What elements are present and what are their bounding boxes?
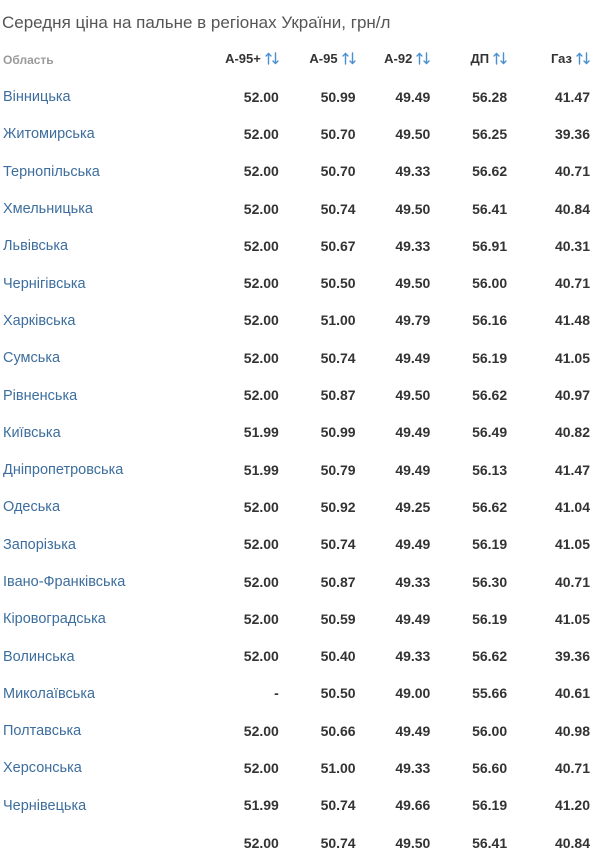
price-cell-diesel: 56.00	[472, 275, 508, 292]
table-row	[0, 526, 594, 563]
price-cell-a92: 49.49	[395, 722, 431, 739]
price-cell-a95: 50.59	[320, 610, 356, 627]
price-cell-a92: 49.79	[395, 312, 431, 329]
price-cell-a92: 49.49	[395, 88, 431, 105]
price-cell-diesel: 56.41	[472, 200, 508, 217]
price-cell-a92: 49.33	[395, 648, 431, 665]
region-cell	[0, 227, 202, 264]
column-header-a92[interactable]	[360, 41, 436, 78]
region-link[interactable]: Херсонська	[3, 760, 82, 777]
price-cell-diesel: 56.19	[472, 610, 508, 627]
price-cell-diesel: 56.62	[472, 648, 508, 665]
region-cell	[0, 675, 202, 712]
column-header-label: А-95+	[225, 51, 261, 66]
price-cell-gas: 41.47	[554, 88, 590, 105]
price-cell-a95plus: 52.00	[243, 759, 279, 776]
region-cell	[0, 787, 202, 824]
price-cell-a95: 50.99	[320, 424, 356, 441]
price-cell-gas: 40.82	[554, 424, 590, 441]
price-cell-gas: 41.05	[554, 610, 590, 627]
price-cell-a95plus: 52.00	[243, 200, 279, 217]
price-cell-a95: 50.92	[320, 498, 356, 515]
region-link[interactable]: Чернігівська	[3, 275, 86, 292]
price-cell-diesel: 56.19	[472, 797, 508, 814]
price-cell-a92: 49.33	[395, 573, 431, 590]
price-cell-a95plus: 51.99	[243, 797, 279, 814]
region-cell	[0, 376, 202, 413]
price-cell-gas: 41.20	[554, 797, 590, 814]
price-cell-a95plus: 52.00	[243, 312, 279, 329]
region-link[interactable]: Дніпропетровська	[3, 462, 124, 479]
price-cell-diesel: 56.16	[472, 312, 508, 329]
price-cell-a95: 50.74	[320, 349, 356, 366]
price-cell-a92: 49.49	[395, 536, 431, 553]
price-cell-gas: 41.05	[554, 536, 590, 553]
price-cell-a92: 49.33	[395, 759, 431, 776]
price-cell-a95: 51.00	[320, 312, 356, 329]
price-cell-a95: 50.87	[320, 573, 356, 590]
price-cell-a95plus: 52.00	[243, 349, 279, 366]
region-cell	[0, 414, 202, 451]
price-cell-a95: 50.99	[320, 88, 356, 105]
region-cell	[0, 824, 202, 861]
price-cell-diesel: 56.49	[472, 424, 508, 441]
price-cell-a95: 51.00	[320, 759, 356, 776]
price-cell-a95plus: 52.00	[243, 88, 279, 105]
region-link[interactable]: Запорізька	[3, 536, 76, 553]
price-cell-diesel: 56.13	[472, 461, 508, 478]
region-link[interactable]: Тернопільська	[3, 163, 100, 180]
region-link[interactable]: Одеська	[3, 499, 61, 516]
region-cell	[0, 264, 202, 301]
column-header-label: ДП	[470, 51, 490, 66]
region-link[interactable]: Рівненська	[3, 387, 78, 404]
price-cell-gas: 40.98	[554, 722, 590, 739]
price-cell-a95plus: 52.00	[243, 498, 279, 515]
price-cell-a95: 50.79	[320, 461, 356, 478]
column-header-label: А-92	[384, 51, 413, 66]
column-header-label: Газ	[550, 51, 572, 66]
table-row	[0, 78, 594, 115]
price-cell-diesel: 56.28	[472, 88, 508, 105]
price-cell-diesel: 56.62	[472, 498, 508, 515]
price-cell-a95plus: 52.00	[243, 834, 279, 851]
table-row	[0, 414, 594, 451]
table-row	[0, 600, 594, 637]
region-cell	[0, 153, 202, 190]
table-row	[0, 227, 594, 264]
price-cell-a92: 49.49	[395, 349, 431, 366]
price-cell-a95: 50.74	[320, 200, 356, 217]
price-cell-a95plus: 52.00	[243, 163, 279, 180]
price-cell-diesel: 56.19	[472, 536, 508, 553]
price-cell-gas: 40.71	[554, 759, 590, 776]
price-cell-a92: 49.33	[395, 237, 431, 254]
price-cell-a95plus: 52.00	[243, 722, 279, 739]
price-cell-gas: 40.71	[554, 275, 590, 292]
table-row	[0, 339, 594, 376]
region-link[interactable]: Львівська	[3, 238, 69, 255]
price-cell-gas: 39.36	[554, 648, 590, 665]
region-link[interactable]: Миколаївська	[3, 685, 96, 702]
table-row	[0, 302, 594, 339]
sort-arrows-icon[interactable]	[576, 52, 590, 68]
price-cell-a95: 50.67	[320, 237, 356, 254]
price-cell-a95plus: 52.00	[243, 573, 279, 590]
table-row	[0, 563, 594, 600]
region-cell	[0, 78, 202, 115]
region-link[interactable]: Чернівецька	[3, 797, 87, 814]
region-cell	[0, 563, 202, 600]
price-cell-diesel: 56.91	[472, 237, 508, 254]
price-cell-gas: 39.36	[554, 125, 590, 142]
table-row	[0, 488, 594, 525]
price-cell-a95: 50.50	[320, 685, 356, 702]
price-cell-a95: 50.66	[320, 722, 356, 739]
table-row	[0, 264, 594, 301]
sort-arrows-icon[interactable]	[265, 52, 279, 68]
price-cell-a92: 49.50	[395, 834, 431, 851]
region-cell	[0, 637, 202, 674]
price-cell-a92: 49.50	[395, 387, 431, 404]
fuel-price-table	[0, 41, 594, 861]
sort-arrows-icon[interactable]	[416, 52, 430, 68]
price-cell-a92: 49.49	[395, 461, 431, 478]
price-cell-a95: 50.74	[320, 834, 356, 851]
table-row	[0, 712, 594, 749]
price-cell-a95plus: 52.00	[243, 125, 279, 142]
region-cell	[0, 749, 202, 786]
price-cell-a95: 50.87	[320, 387, 356, 404]
region-link[interactable]: Київська	[3, 424, 61, 441]
column-header-diesel[interactable]	[435, 41, 512, 78]
region-cell	[0, 451, 202, 488]
table-average-row	[0, 824, 594, 861]
price-cell-gas: 41.05	[554, 349, 590, 366]
price-cell-a95: 50.74	[320, 797, 356, 814]
price-cell-a95plus: -	[274, 685, 279, 702]
region-link[interactable]: Житомирська	[3, 126, 95, 143]
region-cell	[0, 190, 202, 227]
column-header-a95plus[interactable]	[202, 41, 283, 78]
column-header-region: Область	[3, 52, 54, 67]
price-cell-gas: 41.48	[554, 312, 590, 329]
price-cell-a95: 50.40	[320, 648, 356, 665]
region-cell	[0, 339, 202, 376]
table-row	[0, 115, 594, 152]
price-cell-diesel: 56.30	[472, 573, 508, 590]
region-link[interactable]: Кіровоградська	[3, 611, 106, 628]
price-cell-a95: 50.70	[320, 125, 356, 142]
price-cell-a95plus: 52.00	[243, 536, 279, 553]
price-cell-a95plus: 51.99	[243, 424, 279, 441]
table-row	[0, 190, 594, 227]
price-cell-diesel: 56.62	[472, 387, 508, 404]
price-cell-a95plus: 51.99	[243, 461, 279, 478]
price-cell-diesel: 56.00	[472, 722, 508, 739]
price-cell-gas: 40.84	[554, 834, 590, 851]
price-cell-gas: 40.71	[554, 163, 590, 180]
region-cell	[0, 488, 202, 525]
table-row	[0, 451, 594, 488]
region-link[interactable]: Волинська	[3, 648, 75, 665]
region-link[interactable]: Полтавська	[3, 723, 82, 740]
price-cell-diesel: 56.62	[472, 163, 508, 180]
price-cell-gas: 40.97	[554, 387, 590, 404]
price-cell-a92: 49.33	[395, 163, 431, 180]
region-link[interactable]: Харківська	[3, 312, 76, 329]
region-link[interactable]: Хмельницька	[3, 201, 93, 218]
region-cell	[0, 600, 202, 637]
price-cell-gas: 40.61	[554, 685, 590, 702]
table-row	[0, 153, 594, 190]
table-row	[0, 376, 594, 413]
table-row	[0, 637, 594, 674]
price-cell-diesel: 56.41	[472, 834, 508, 851]
price-cell-a95plus: 52.00	[243, 387, 279, 404]
table-row	[0, 749, 594, 786]
price-cell-a95plus: 52.00	[243, 610, 279, 627]
price-cell-gas: 41.04	[554, 498, 590, 515]
price-cell-a95plus: 52.00	[243, 275, 279, 292]
price-cell-a92: 49.50	[395, 275, 431, 292]
region-link[interactable]: Сумська	[3, 350, 61, 367]
region-link[interactable]: Вінницька	[3, 89, 71, 106]
price-cell-a92: 49.49	[395, 610, 431, 627]
price-cell-a95plus: 52.00	[243, 237, 279, 254]
price-cell-a95: 50.50	[320, 275, 356, 292]
price-cell-a95plus: 52.00	[243, 648, 279, 665]
region-cell	[0, 712, 202, 749]
sort-arrows-icon[interactable]	[342, 52, 356, 68]
price-cell-a95: 50.70	[320, 163, 356, 180]
table-body	[0, 78, 594, 861]
column-header-a95[interactable]	[283, 41, 360, 78]
table-row	[0, 675, 594, 712]
price-cell-gas: 40.71	[554, 573, 590, 590]
price-cell-diesel: 55.66	[472, 685, 508, 702]
table-header-row	[0, 41, 594, 78]
price-cell-a92: 49.00	[395, 685, 431, 702]
table-row	[0, 787, 594, 824]
price-cell-a92: 49.25	[395, 498, 431, 515]
region-link[interactable]: Івано-Франківська	[3, 574, 126, 590]
price-cell-diesel: 56.25	[472, 125, 508, 142]
region-cell	[0, 302, 202, 339]
price-cell-a92: 49.66	[395, 797, 431, 814]
price-cell-diesel: 56.60	[472, 759, 508, 776]
price-cell-gas: 41.47	[554, 461, 590, 478]
sort-arrows-icon[interactable]	[493, 52, 507, 68]
column-header-gas[interactable]	[512, 41, 594, 78]
column-header-label: А-95	[309, 51, 338, 66]
price-cell-gas: 40.31	[554, 237, 590, 254]
price-cell-a95: 50.74	[320, 536, 356, 553]
region-cell	[0, 526, 202, 563]
price-cell-a92: 49.49	[395, 424, 431, 441]
region-cell	[0, 115, 202, 152]
price-cell-a92: 49.50	[395, 200, 431, 217]
price-cell-gas: 40.84	[554, 200, 590, 217]
page-title: Середня ціна на пальне в регіонах України, грн/л	[2, 13, 391, 32]
price-cell-a92: 49.50	[395, 125, 431, 142]
price-cell-diesel: 56.19	[472, 349, 508, 366]
